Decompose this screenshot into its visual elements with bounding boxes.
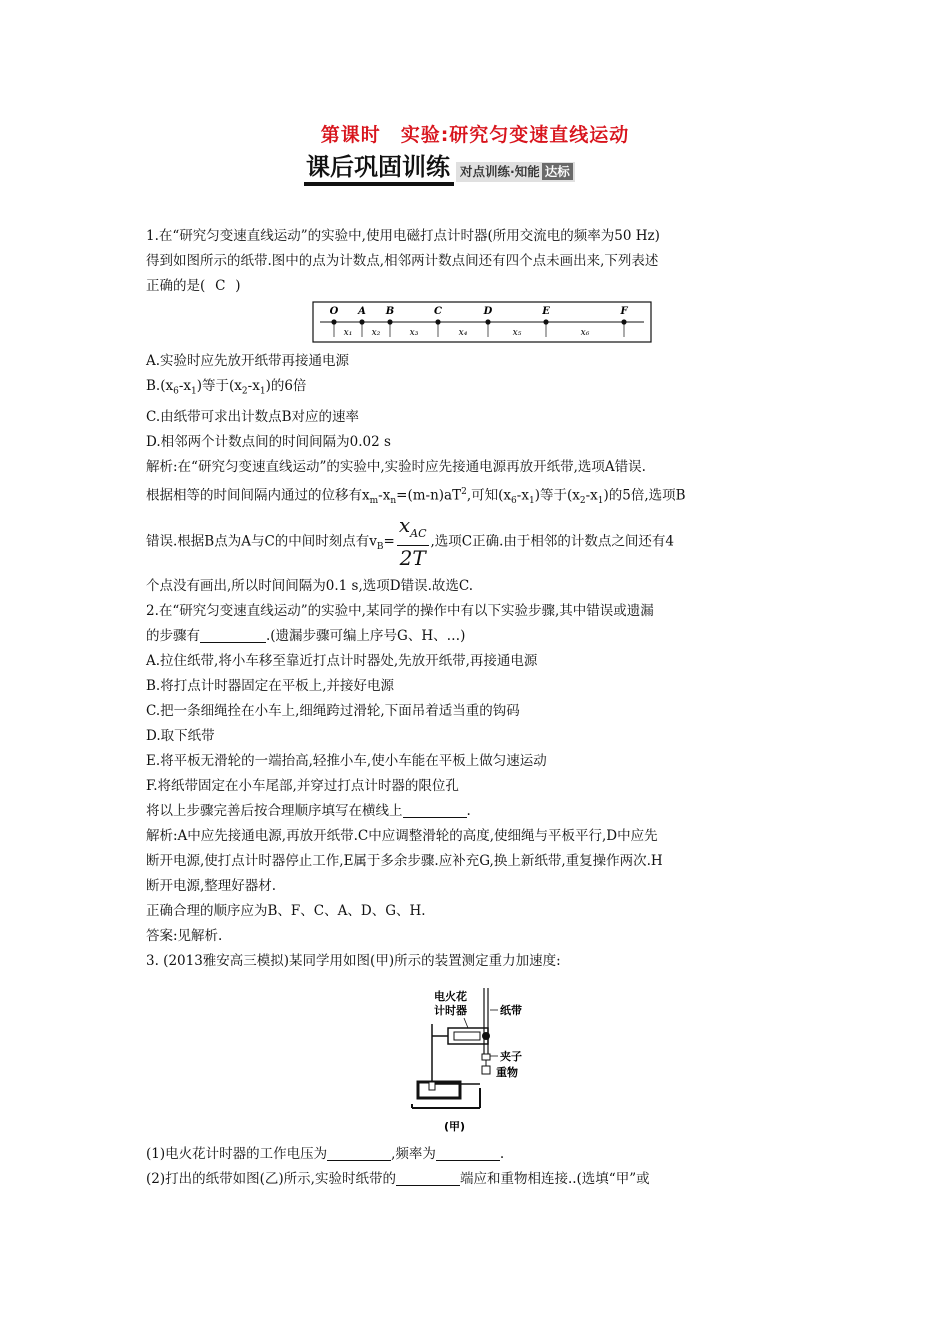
q2-answer: 答案:见解析. — [146, 928, 223, 945]
q1-stem-suffix: ) — [235, 278, 241, 294]
q3-sub-1: (1)电火花计时器的工作电压为 ,频率为 . — [146, 1146, 505, 1163]
tape-point-label-f: F — [620, 306, 628, 317]
q1-option-d: D.相邻两个计数点间的时间间隔为0.02 s — [146, 433, 391, 450]
q2-blank-1[interactable] — [200, 626, 266, 643]
q1-analysis-1: 解析:在“研究匀变速直线运动”的实验中,实验时应先接通电源再放开纸带,选项A错误. — [146, 458, 646, 475]
apparatus-figure — [404, 984, 544, 1134]
tape-point-label-b: B — [385, 306, 395, 317]
lesson-title: 第课时 实验:研究匀变速直线运动 — [320, 124, 630, 146]
q1-stem-line-1: 1.在“研究匀变速直线运动”的实验中,使用电磁打点计时器(所用交流电的频率为50 Hz) — [146, 228, 660, 244]
q1-stem-line-3 — [146, 274, 816, 299]
label-timer-1: 电火花 — [434, 990, 467, 1004]
q2-order-answer: 正确合理的顺序应为B、F、C、A、D、G、H. — [146, 903, 426, 920]
tape-point-label-d: D — [483, 306, 493, 317]
q2-analysis-1: 解析:A中应先接通电源,再放开纸带.C中应调整滑轮的高度,使细绳与平板平行,D中应先 — [146, 828, 658, 845]
q2-analysis-3: 断开电源,整理好器材. — [146, 878, 277, 895]
label-timer-2: 计时器 — [434, 1004, 467, 1018]
q1-option-a: A.实验时应先放开纸带再接通电源 — [146, 353, 350, 369]
banner-tag: 达标 — [542, 163, 573, 180]
q2-stem-2: 的步骤有 .(遗漏步骤可编上序号G、H、…) — [146, 628, 466, 645]
banner-main-text: 课后巩固训练 — [304, 152, 454, 186]
clip — [482, 1054, 490, 1060]
q2-analysis-2: 断开电源,使打点计时器停止工作,E属于多余步骤.应补充G,换上新纸带,重复操作两次.H — [146, 853, 663, 870]
q1-option-b: $B.(x_6-x_1)$等于$(x_2-x_1)$的6倍 — [146, 378, 307, 397]
tape-segment-label-5: x₅ — [512, 328, 522, 338]
banner-sub-text — [456, 162, 575, 182]
tape-point-label-e: E — [542, 306, 550, 317]
label-weight: 重物 — [496, 1066, 518, 1080]
label-tape: 纸带 — [500, 1004, 522, 1018]
q1-analysis-4: 个点没有画出,所以时间间隔为0.1 s,选项D错误.故选C. — [146, 578, 474, 595]
q3-sub-2: (2)打出的纸带如图(乙)所示,实验时纸带的 端应和重物相连接..(选填“甲”或 — [146, 1171, 650, 1188]
q3-blank-voltage[interactable] — [327, 1144, 391, 1161]
label-clip: 夹子 — [500, 1050, 522, 1064]
tape-point-label-c: C — [434, 306, 442, 317]
q1-stem-line-2: 得到如图所示的纸带.图中的点为计数点,相邻两计数点间还有四个点未画出来,下列表述 — [146, 253, 659, 269]
content — [146, 224, 816, 1192]
tape-segment-label-6: x₆ — [580, 328, 590, 338]
banner-sub-label: 对点训练·知能 — [460, 164, 540, 179]
q1-answer: C — [215, 278, 226, 294]
tape-segment-label-4: x₄ — [458, 328, 468, 338]
q3-stem: 3. (2013雅安高三模拟)某同学用如图(甲)所示的装置测定重力加速度: — [146, 953, 561, 970]
tape-segment-label-3: x₃ — [409, 328, 419, 338]
timer-contact — [482, 1032, 490, 1040]
tape-point-label-a: A — [358, 306, 366, 317]
section-banner — [304, 150, 575, 186]
q2-step-a: A.拉住纸带,将小车移至靠近打点计时器处,先放开纸带,再接通电源 — [146, 653, 538, 670]
tape-segment-label-1: x₁ — [343, 328, 353, 338]
q2-step-d: D.取下纸带 — [146, 728, 215, 745]
q1-analysis-3: 错误.根据B点为A与C的中间时刻点有$v_B=$ $\frac{x_{AC}}{2T}$ ,选项C正确.由于相邻的计数点之间还有4 — [146, 512, 675, 570]
q2-stem-1: 2.在“研究匀变速直线运动”的实验中,某同学的操作中有以下实验步骤,其中错误或遗漏 — [146, 603, 654, 620]
q2-step-c: C.把一条细绳拴在小车上,细绳跨过滑轮,下面吊着适当重的钩码 — [146, 703, 520, 720]
q1-option-c: C.由纸带可求出计数点B对应的速率 — [146, 408, 360, 425]
q2-step-e: E.将平板无滑轮的一端抬高,轻推小车,使小车能在平板上做匀速运动 — [146, 753, 547, 770]
q2-blank-2[interactable] — [403, 801, 467, 818]
paper-tape-figure — [312, 301, 652, 343]
q2-order-prompt: 将以上步骤完善后按合理顺序填写在横线上 . — [146, 803, 471, 820]
velocity-fraction: $\frac{x_{AC}}{2T}$ — [398, 512, 427, 570]
q3-blank-frequency[interactable] — [436, 1144, 500, 1161]
q2-step-b: B.将打点计时器固定在平板上,并接好电源 — [146, 678, 395, 695]
q3-blank-end[interactable] — [396, 1169, 460, 1186]
q1-analysis-2: 根据相等的时间间隔内通过的位移有$x_m-x_n=(m-n)aT^2$,可知$(x_6-x_1)$等于$(x_2-x_1)$的5倍,选项B — [146, 486, 686, 506]
tape-point-label-o: O — [329, 306, 339, 317]
tape-segment-label-2: x₂ — [371, 328, 381, 338]
q2-step-f: F.将纸带固定在小车尾部,并穿过打点计时器的限位孔 — [146, 778, 459, 795]
q1-stem-prefix: 正确的是( — [146, 278, 206, 294]
weight — [482, 1066, 490, 1074]
figure-caption: (甲) — [444, 1120, 466, 1134]
